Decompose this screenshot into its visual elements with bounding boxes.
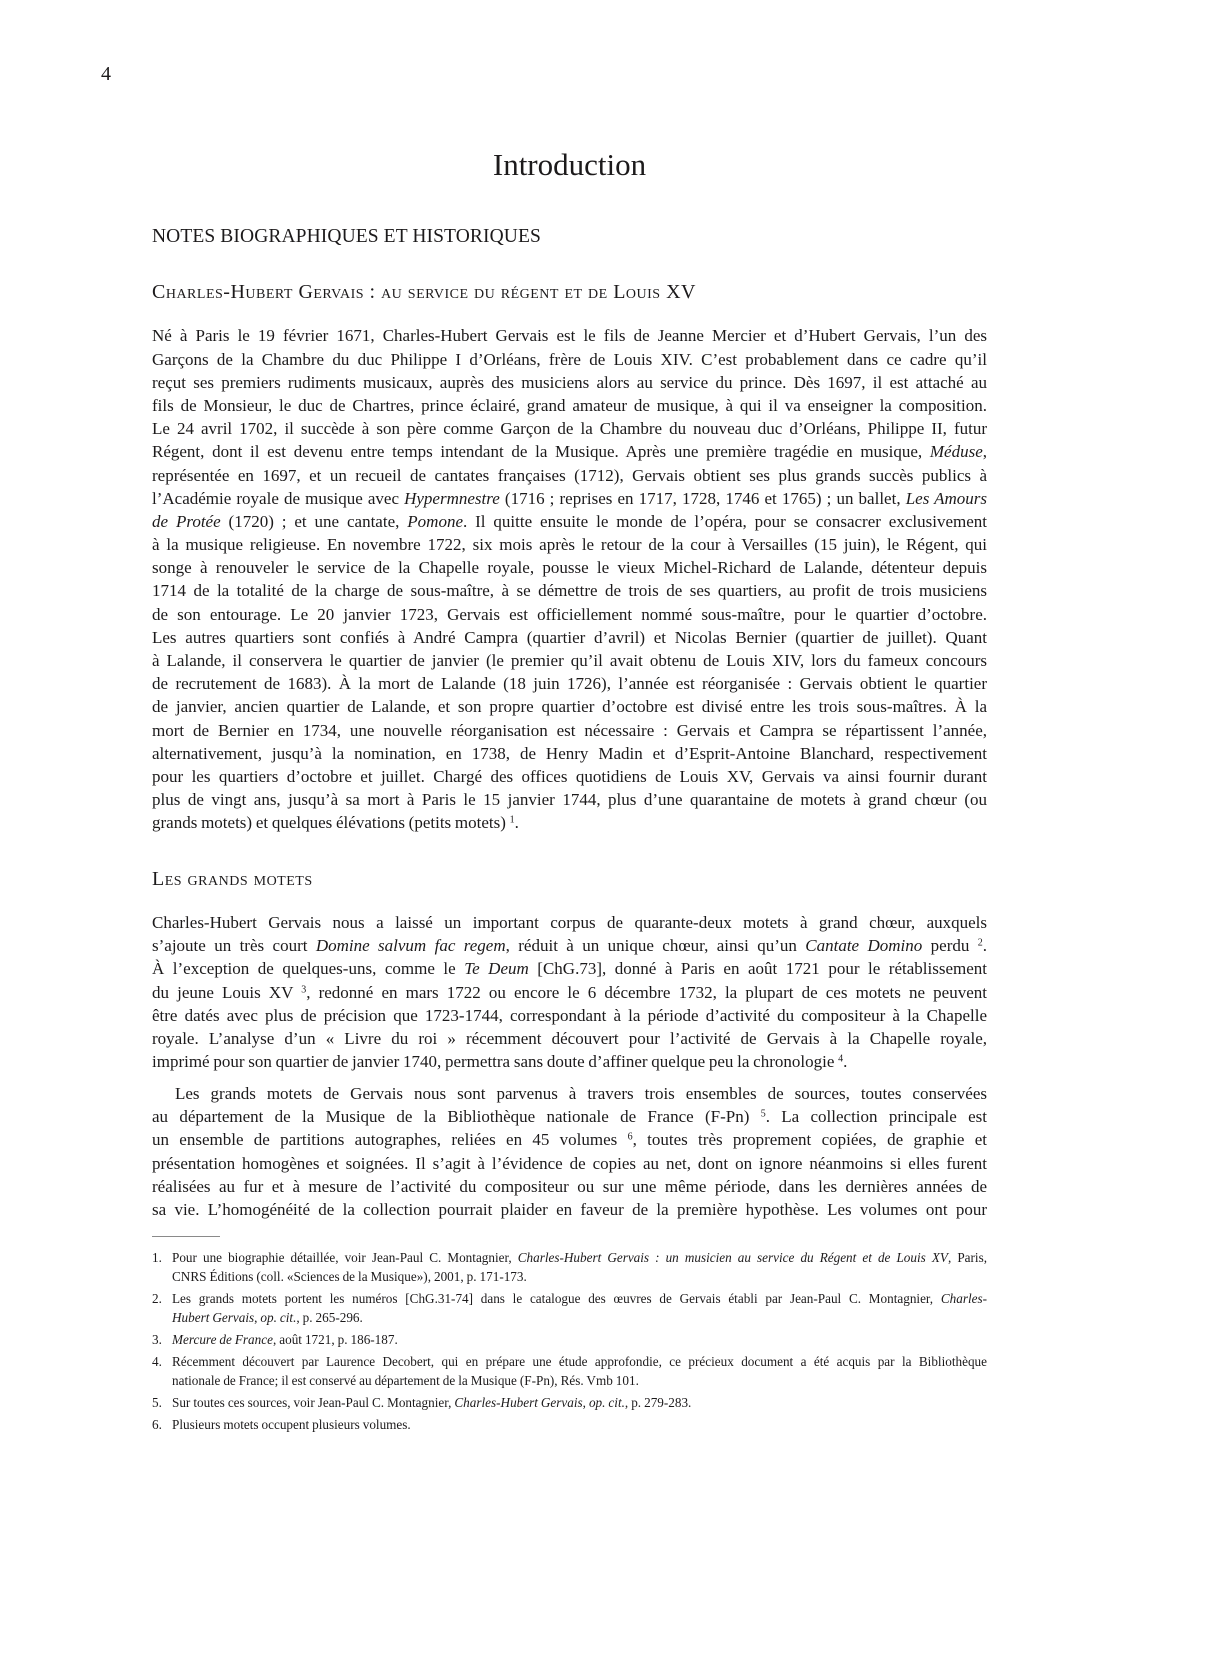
section-biography <box>152 280 987 835</box>
text-run: Pour une biographie détaillée, voir Jean-Paul C. Montagnier, <box>172 1249 518 1265</box>
text-run: de son entourage. Le 20 janvier 1723, Gervais est officiellement nommé sous-maître, pour le quartier d’octobre. <box>152 604 987 624</box>
text-line <box>152 1004 987 1027</box>
footnote-number: 2. <box>152 1290 162 1306</box>
text-line <box>152 417 987 440</box>
text-line <box>152 603 987 626</box>
text-run: Récemment découvert par Laurence Decobert, qui en prépare une étude approfondie, ce précieux document a été acquis par la Bibliothèque <box>172 1353 987 1369</box>
italic-text: Charles-Hubert Gervais : un musicien au service du Régent et de Louis XV <box>517 1249 948 1265</box>
text-line <box>172 1308 987 1327</box>
footnote-reference: 4 <box>838 1053 844 1065</box>
text-line <box>152 626 987 649</box>
text-line <box>152 811 987 834</box>
text-run: Charles-Hubert Gervais nous a laissé un important corpus de quarante-deux motets à grand chœur, auxquels <box>152 913 987 933</box>
section-heading: NOTES BIOGRAPHIQUES ET HISTORIQUES <box>152 226 541 247</box>
text-line <box>172 1330 987 1349</box>
text-line <box>172 1267 987 1286</box>
footnote <box>152 1248 987 1286</box>
text-line <box>152 1198 987 1221</box>
text-line <box>152 934 987 957</box>
section-paragraphs <box>152 911 987 1221</box>
text-run: , <box>982 442 987 462</box>
subsection-heading: Charles-Hubert Gervais : au service du régent et de Louis XV <box>152 281 696 303</box>
footnote-reference: 3 <box>301 984 307 996</box>
text-run: , août 1721, p. 186-187. <box>272 1331 398 1347</box>
footnote <box>152 1352 987 1390</box>
text-run: CNRS Éditions (coll. «Sciences de la Musique»), 2001, p. 171-173. <box>172 1268 527 1284</box>
text-run: Sur toutes ces sources, voir Jean-Paul C. Montagnier, <box>172 1394 455 1410</box>
text-line <box>152 765 987 788</box>
text-line <box>152 742 987 765</box>
footnote-number: 6. <box>152 1416 162 1432</box>
text-run: fils de Monsieur, le duc de Chartres, prince éclairé, grand amateur de musique, à qui il va enseigner la composition. <box>152 395 987 415</box>
text-run: (1720) ; et une cantate, <box>220 511 408 531</box>
text-run: s’ajoute un très court <box>152 936 316 956</box>
text-line <box>152 1175 987 1198</box>
footnote <box>152 1393 987 1412</box>
text-line <box>152 1050 987 1073</box>
text-line <box>152 1105 987 1128</box>
text-line <box>152 579 987 602</box>
italic-text: Te Deum <box>464 959 529 979</box>
text-run: au département de la Musique de la Bibliothèque nationale de France (F-Pn) <box>152 1107 761 1127</box>
text-run: perdu <box>922 936 978 956</box>
body-paragraph <box>152 324 987 834</box>
footnote-separator <box>152 1236 220 1237</box>
footnote-text <box>172 1352 987 1390</box>
text-run: royale. L’analyse d’un « Livre du roi » récemment découvert pour l’activité de Gervais à la Chapelle royale, <box>152 1029 987 1049</box>
italic-text: Les Amours <box>905 488 987 508</box>
text-line <box>152 719 987 742</box>
text-line <box>152 440 987 463</box>
text-line <box>152 556 987 579</box>
text-run: être datés avec plus de précision que 1723-1744, correspondant à la période d’activité du compositeur à la Chapelle <box>152 1005 987 1025</box>
text-line <box>152 371 987 394</box>
text-line <box>172 1371 987 1390</box>
text-line <box>152 464 987 487</box>
text-run: , réduit à un unique chœur, ainsi qu’un <box>505 936 806 956</box>
section-paragraphs <box>152 324 987 834</box>
italic-text: Hubert Gervais <box>172 1309 255 1325</box>
text-line <box>152 957 987 980</box>
text-run: [ChG.73], donné à Paris en août 1721 pour le rétablissement <box>528 959 987 979</box>
italic-text: Cantate Domino <box>805 936 923 956</box>
footnote <box>152 1330 987 1349</box>
text-run: , <box>582 1394 589 1410</box>
footnote <box>152 1289 987 1327</box>
text-line <box>152 672 987 695</box>
italic-text: Charles-Hubert Gervais <box>454 1394 583 1410</box>
text-line <box>152 1082 987 1105</box>
footnote-number: 5. <box>152 1394 162 1410</box>
text-run: , p. 265-296. <box>296 1309 363 1325</box>
text-run: , <box>254 1309 261 1325</box>
text-run: imprimé pour son quartier de janvier 1740, permettra sans doute d’affiner quelque peu la chronologie <box>152 1052 839 1072</box>
italic-text: Hypermnestre <box>404 488 500 508</box>
text-run: , redonné en mars 1722 ou encore le 6 décembre 1732, la plupart de ces motets ne peuvent <box>306 982 987 1002</box>
text-run: Le 24 avril 1702, il succède à son père comme Garçon de la Chambre du nouveau duc d’Orléans, Philippe II, futur <box>152 419 987 439</box>
text-run: l’Académie royale de musique avec <box>152 488 405 508</box>
footnote-reference: 6 <box>627 1131 633 1143</box>
text-line <box>152 487 987 510</box>
text-run: . <box>843 1052 848 1072</box>
body-paragraph <box>152 911 987 1073</box>
footnote-text <box>172 1289 987 1327</box>
section-grands-motets <box>152 867 987 1221</box>
text-run: reçut ses premiers rudiments musicaux, auprès des musiciens alors au service du prince. Dès 1697, il est attaché au <box>152 372 987 392</box>
footnote-number: 1. <box>152 1249 162 1265</box>
italic-text: Pomone <box>407 511 463 531</box>
text-run: (1716 ; reprises en 1717, 1728, 1746 et 1765) ; un ballet, <box>499 488 906 508</box>
text-run: songe à renouveler le service de la Chapelle royale, pousse le vieux Michel-Richard de Lalande, détenteur depuis <box>152 558 987 578</box>
italic-text: Mercure de France <box>172 1331 273 1347</box>
text-line <box>152 695 987 718</box>
text-run: . Il quitte ensuite le monde de l’opéra, pour se consacrer exclusivement <box>463 511 987 531</box>
footnote-text <box>172 1415 987 1434</box>
text-line <box>152 1152 987 1175</box>
text-run: Les grands motets de Gervais nous sont parvenus à travers trois ensembles de sources, toutes conservées <box>175 1084 987 1103</box>
text-run: nationale de France; il est conservé au département de la Musique (F-Pn), Rés. Vmb 101. <box>172 1372 639 1388</box>
italic-text: Charles- <box>940 1290 987 1306</box>
text-run: , p. 279-283. <box>624 1394 692 1410</box>
text-run: Garçons de la Chambre du duc Philippe I d’Orléans, frère de Louis XIV. C’est probablement dans ce cadre qu’il <box>152 349 987 369</box>
text-run: alternativement, jusqu’à la nomination, en 1738, de Henry Madin et d’Esprit-Antoine Blanchard, respectivement <box>152 743 987 763</box>
text-line <box>152 533 987 556</box>
footnote-text <box>172 1248 987 1286</box>
italic-text: Domine salvum fac regem <box>315 936 506 956</box>
text-run: Né à Paris le 19 février 1671, Charles-Hubert Gervais est le fils de Jeanne Mercier et d’Hubert Gervais, l’un des <box>152 326 987 346</box>
text-run: Plusieurs motets occupent plusieurs volumes. <box>172 1416 411 1432</box>
italic-text: op. cit. <box>588 1394 625 1410</box>
text-run: , toutes très proprement copiées, de graphie et <box>632 1130 987 1150</box>
italic-text: Méduse <box>929 442 983 462</box>
footnote-reference: 5 <box>760 1108 766 1120</box>
text-line <box>172 1415 987 1434</box>
text-run: de recrutement de 1683). À la mort de Lalande (18 juin 1726), l’année est réorganisée : Gervais obtient le quartier <box>152 674 987 694</box>
text-line <box>152 1027 987 1050</box>
italic-text: de Protée <box>152 511 221 531</box>
text-run: grands motets) et quelques élévations (petits motets) <box>152 813 510 833</box>
chapter-title: Introduction <box>492 147 647 182</box>
text-run: représentée en 1697, et un recueil de cantates françaises (1712), Gervais obtient ses plus grands succès publics à <box>152 465 987 485</box>
text-run: à Lalande, il conservera le quartier de janvier (le premier qu’il avait obtenu de Louis XIV, lors du fameux concours <box>152 651 987 671</box>
text-line <box>152 324 987 347</box>
text-run: à la musique religieuse. En novembre 1722, six mois après le retour de la cour à Versailles (15 juin), le Régent, qui <box>152 535 987 555</box>
text-run: plus de vingt ans, jusqu’à sa mort à Paris le 15 janvier 1744, plus d’une quarantaine de motets à grand chœur (ou <box>152 790 987 810</box>
text-run: , Paris, <box>947 1249 988 1265</box>
text-line <box>172 1248 987 1267</box>
main-text <box>152 280 987 1221</box>
footnote-text <box>172 1330 987 1349</box>
text-run: réalisées au fur et à mesure de l’activité du compositeur ou sur une même période, dans les dernières années de <box>152 1176 987 1196</box>
text-run: un ensemble de partitions autographes, reliées en 45 volumes <box>152 1130 628 1150</box>
footnote-reference: 1 <box>509 814 515 826</box>
text-line <box>152 1128 987 1151</box>
text-run: sa vie. L’homogénéité de la collection pourrait plaider en faveur de la première hypothèse. Les volumes ont pour <box>152 1199 987 1219</box>
subsection-heading: Les grands motets <box>152 867 313 890</box>
text-run: présentation homogènes et soignées. Il s’agit à l’évidence de copies au net, dont on ignore néanmoins si elles furent <box>152 1153 987 1173</box>
body-paragraph <box>152 1082 987 1221</box>
text-line <box>152 911 987 934</box>
footnote <box>152 1415 987 1434</box>
text-line <box>172 1393 987 1412</box>
italic-text: op. cit. <box>260 1309 297 1325</box>
page-number: 4 <box>101 63 111 85</box>
text-run: pour les quartiers d’octobre et juillet. Chargé des offices quotidiens de Louis XV, Gervais va ainsi fournir durant <box>152 766 987 786</box>
text-line <box>152 394 987 417</box>
footnote-text <box>172 1393 987 1412</box>
text-run: . <box>514 813 519 833</box>
footnote-number: 3. <box>152 1331 162 1347</box>
text-run: 1714 de la totalité de la charge de sous-maître, à se démettre de trois de ses quartiers, au profit de trois musiciens <box>152 581 987 601</box>
text-line <box>172 1289 987 1308</box>
text-run: Régent, dont il est devenu entre temps intendant de la Musique. Après une première tragédie en musique, <box>152 442 930 462</box>
text-run: Les autres quartiers sont confiés à André Campra (quartier d’avril) et Nicolas Bernier (quartier de juillet). Quant <box>152 627 987 647</box>
footnote-reference: 2 <box>977 937 983 949</box>
text-run: de janvier, ancien quartier de Lalande, et son propre quartier d’octobre est divisé entre les trois sous-maîtres. À la <box>152 697 987 717</box>
text-line <box>152 981 987 1004</box>
text-line <box>172 1352 987 1371</box>
text-run: Les grands motets portent les numéros [ChG.31-74] dans le catalogue des œuvres de Gervais établi par Jean-Paul C. Montagnier, <box>172 1290 941 1306</box>
text-line <box>152 788 987 811</box>
text-line <box>152 348 987 371</box>
footnotes <box>152 1248 987 1437</box>
text-line <box>152 649 987 672</box>
text-run: À l’exception de quelques-uns, comme le <box>152 959 465 979</box>
footnote-number: 4. <box>152 1353 162 1369</box>
text-run: . La collection principale est <box>765 1107 987 1127</box>
text-run: du jeune Louis XV <box>152 982 302 1002</box>
text-line <box>152 510 987 533</box>
text-run: . <box>982 936 987 956</box>
text-run: mort de Bernier en 1734, une nouvelle réorganisation est nécessaire : Gervais et Campra se répartissent l’année, <box>152 720 987 740</box>
